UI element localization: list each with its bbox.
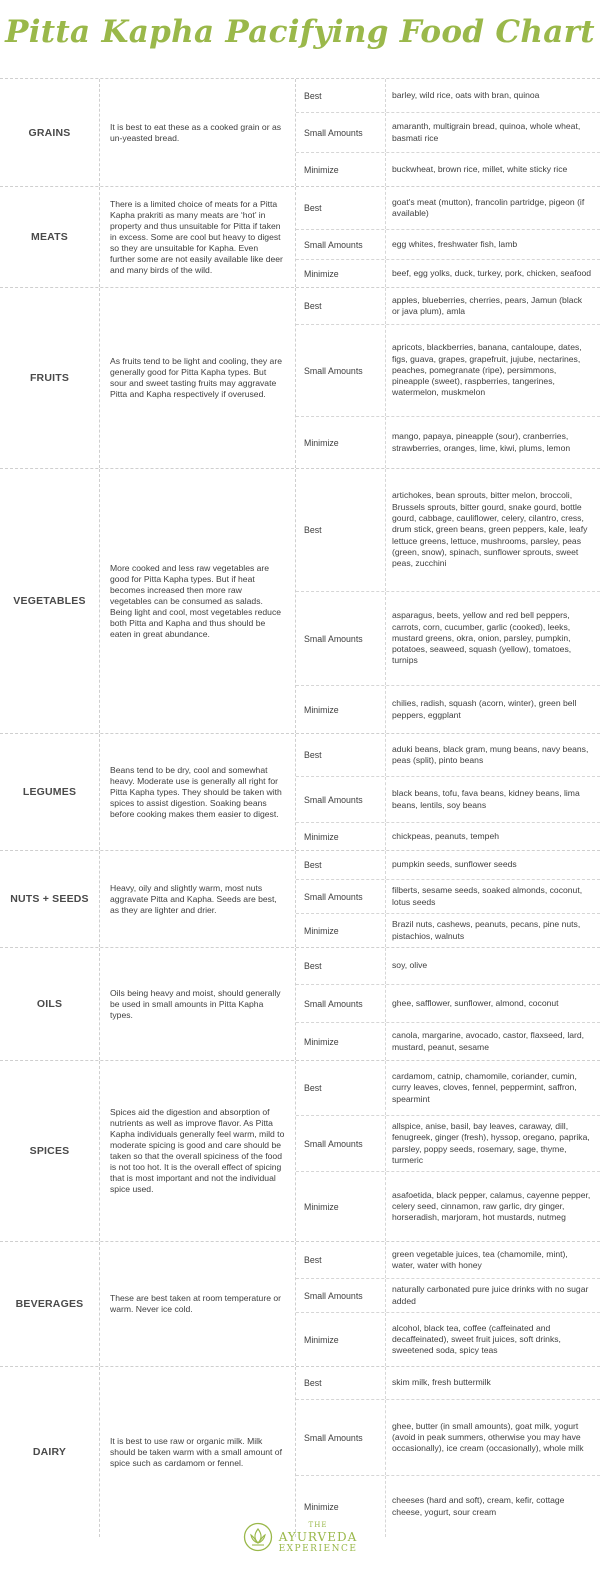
tier-row (296, 822, 600, 850)
category-block (0, 78, 600, 186)
tier-label: Best (296, 851, 386, 879)
tier-row (296, 152, 600, 186)
food-list: amaranth, multigrain bread, quinoa, whole wheat, basmati rice (392, 121, 581, 143)
tier-rows (296, 187, 600, 287)
tier-row (296, 1115, 600, 1171)
tier-label: Small Amounts (296, 1116, 386, 1171)
tier-row (296, 776, 600, 822)
tier-label: Small Amounts (296, 325, 386, 416)
food-list: asafoetida, black pepper, calamus, cayenne pepper, celery seed, cinnamon, raw garlic, dry ginger, horseradish, marjoram, hot mustards, nutmeg (392, 1189, 591, 1223)
category-name: VEGETABLES (0, 469, 100, 733)
tier-row (296, 288, 600, 324)
category-name: SPICES (0, 1061, 100, 1241)
tier-row (296, 879, 600, 913)
food-list: aduki beans, black gram, mung beans, navy beans, peas (split), pinto beans (392, 743, 589, 765)
category-block (0, 1241, 600, 1366)
tier-label: Small Amounts (296, 777, 386, 822)
category-description: Spices aid the digestion and absorption of nutrients as well as improve flavor. As Pitta Kapha individuals generally feel warm, mild to moderate spicing is good and care should be taken so that the overall spiciness of the food is not too hot. It is the overall effect of spicing that is most important and not the individual spice used. (100, 1061, 296, 1241)
tier-label: Small Amounts (296, 1400, 386, 1475)
category-name: NUTS + SEEDS (0, 851, 100, 947)
tier-row (296, 591, 600, 685)
tier-label: Best (296, 734, 386, 776)
food-list: ghee, safflower, sunflower, almond, coconut (392, 997, 559, 1008)
food-list: canola, margarine, avocado, castor, flaxseed, lard, mustard, peanut, sesame (392, 1030, 585, 1052)
tier-label: Minimize (296, 914, 386, 947)
tier-label: Best (296, 469, 386, 591)
tier-label: Best (296, 79, 386, 112)
tier-label: Best (296, 1242, 386, 1278)
category-block (0, 947, 600, 1060)
food-list: artichokes, bean sprouts, bitter melon, broccoli, Brussels sprouts, bitter gourd, snake gourd, bottle gourd, cabbage, cauliflower, celery, cilantro, cress, drum stick, green beans, green peppers, kale, leafy lettuce greens, lettuce, mushrooms, parsley, peas (green, snow), spinach, sunflower sprouts, sweet peas, zucchini (392, 490, 588, 569)
category-description: It is best to eat these as a cooked grain or as un-yeasted bread. (100, 79, 296, 186)
tier-row (296, 1022, 600, 1060)
tier-label: Small Amounts (296, 880, 386, 913)
tier-label: Best (296, 288, 386, 324)
category-description: It is best to use raw or organic milk. Milk should be taken warm with a small amount of spice such as cardamom or fennel. (100, 1367, 296, 1537)
tier-rows (296, 1061, 600, 1241)
food-list: egg whites, freshwater fish, lamb (392, 238, 518, 249)
tier-row (296, 1367, 600, 1399)
category-description: There is a limited choice of meats for a Pitta Kapha prakriti as many meats are ‘hot’ in property and thus unsuitable for Pitta if taken in excess. Some are cool but heavy to digest so they are unsuitable for Kapha. Even further some are not easily available like deer and many birds of the wild. (100, 187, 296, 287)
food-list: chilies, radish, squash (acorn, winter), green bell peppers, eggplant (392, 698, 577, 720)
category-description: Oils being heavy and moist, should generally be used in small amounts in Pitta Kapha types. (100, 948, 296, 1060)
tier-label: Small Amounts (296, 985, 386, 1022)
tier-label: Minimize (296, 1313, 386, 1366)
tier-label: Small Amounts (296, 230, 386, 259)
food-list: mango, papaya, pineapple (sour), cranberries, strawberries, oranges, lime, kiwi, plums, lemon (392, 431, 571, 453)
food-list: barley, wild rice, oats with bran, quinoa (392, 89, 540, 100)
tier-row (296, 1242, 600, 1278)
tier-row (296, 1399, 600, 1475)
tier-rows (296, 469, 600, 733)
food-list: allspice, anise, basil, bay leaves, caraway, dill, fenugreek, ginger (fresh), hyssop, oregano, paprika, parsley, poppy seeds, rosemary, sage, thyme, turmeric (392, 1120, 590, 1165)
food-list: goat's meat (mutton), francolin partridge, pigeon (if available) (392, 196, 585, 218)
tier-row (296, 734, 600, 776)
tier-row (296, 187, 600, 229)
tier-label: Minimize (296, 417, 386, 468)
tier-row (296, 948, 600, 984)
tier-row (296, 259, 600, 287)
tier-row (296, 984, 600, 1022)
tier-rows (296, 734, 600, 850)
food-list: black beans, tofu, fava beans, kidney beans, lima beans, lentils, soy beans (392, 788, 580, 810)
tier-label: Minimize (296, 1172, 386, 1241)
category-description: These are best taken at room temperature or warm. Never ice cold. (100, 1242, 296, 1366)
food-list: chickpeas, peanuts, tempeh (392, 830, 500, 841)
category-description: More cooked and less raw vegetables are good for Pitta Kapha types. But if heat becomes increased then more raw vegetables can be consumed as salads. Being light and cool, most vegetables reduce both Pitta and Kapha and thus should be eaten in great abundance. (100, 469, 296, 733)
tier-row (296, 685, 600, 733)
category-block (0, 287, 600, 468)
tier-label: Best (296, 187, 386, 229)
category-name: OILS (0, 948, 100, 1060)
page-title: Pitta Kapha Pacifying Food Chart (5, 14, 595, 50)
category-name: MEATS (0, 187, 100, 287)
food-list: pumpkin seeds, sunflower seeds (392, 859, 517, 870)
tier-row (296, 1278, 600, 1312)
category-block (0, 850, 600, 947)
tier-row (296, 79, 600, 112)
tier-label: Minimize (296, 823, 386, 850)
tier-row (296, 1061, 600, 1115)
food-list: apples, blueberries, cherries, pears, Jamun (black or java plum), amla (392, 294, 583, 316)
tier-label: Best (296, 1061, 386, 1115)
category-name: FRUITS (0, 288, 100, 468)
tier-label: Minimize (296, 1023, 386, 1060)
food-list: green vegetable juices, tea (chamomile, mint), water, water with honey (392, 1248, 568, 1270)
food-list: apricots, blackberries, banana, cantaloupe, dates, figs, guava, grapes, grapefruit, jujube, nectarines, peaches, pomegranate (ripe), persimmons, pineapple (sweet), raspberries, tangerines, watermelon, muskmelon (392, 342, 582, 398)
tier-row (296, 851, 600, 879)
food-chart (0, 78, 600, 1537)
tier-rows (296, 948, 600, 1060)
food-list: filberts, sesame seeds, soaked almonds, coconut, lotus seeds (392, 885, 583, 907)
food-list: Brazil nuts, cashews, peanuts, pecans, pine nuts, pistachios, walnuts (392, 919, 581, 941)
category-block (0, 468, 600, 733)
tier-row (296, 324, 600, 416)
category-description: As fruits tend to be light and cooling, they are generally good for Pitta Kapha types. But sour and sweet tasting fruits may aggravate Pitta and Kapha respectively if overused. (100, 288, 296, 468)
tier-rows (296, 1242, 600, 1366)
food-list: naturally carbonated pure juice drinks with no sugar added (392, 1284, 589, 1306)
food-list: buckwheat, brown rice, millet, white sticky rice (392, 163, 568, 174)
tier-row (296, 229, 600, 259)
tier-row (296, 112, 600, 152)
tier-row (296, 469, 600, 591)
tier-row (296, 913, 600, 947)
tier-label: Best (296, 948, 386, 984)
tier-label: Minimize (296, 1476, 386, 1537)
food-list: cheeses (hard and soft), cream, kefir, cottage cheese, yogurt, sour cream (392, 1495, 565, 1517)
food-list: asparagus, beets, yellow and red bell peppers, carrots, corn, cucumber, garlic (cooked), leeks, mustard greens, okra, onion, parsley, pumpkin, potatoes, seaweed, squash (yellow), tomatoes, turnips (392, 610, 572, 666)
tier-label: Small Amounts (296, 113, 386, 152)
tier-rows (296, 851, 600, 947)
food-list: alcohol, black tea, coffee (caffeinated and decaffeinated), sweet fruit juices, soft drinks, sweetened soda, spicy teas (392, 1322, 561, 1356)
food-list: cardamom, catnip, chamomile, coriander, cumin, curry leaves, cloves, fennel, peppermint, saffron, spearmint (392, 1071, 577, 1104)
tier-row (296, 1171, 600, 1241)
food-list: skim milk, fresh buttermilk (392, 1377, 491, 1388)
category-description: Heavy, oily and slightly warm, most nuts aggravate Pitta and Kapha. Seeds are best, as they are lighter and drier. (100, 851, 296, 947)
food-list: ghee, butter (in small amounts), goat milk, yogurt (avoid in peak summers, otherwise you may have occasionally), ice cream (occasionally), whole milk (392, 1420, 584, 1454)
tier-label: Small Amounts (296, 1279, 386, 1312)
tier-rows (296, 79, 600, 186)
logo-line-3: EXPERIENCE (278, 1544, 358, 1554)
food-list: soy, olive (392, 960, 428, 971)
tier-label: Minimize (296, 153, 386, 186)
category-name: BEVERAGES (0, 1242, 100, 1366)
category-block (0, 1060, 600, 1241)
category-name: GRAINS (0, 79, 100, 186)
tier-label: Best (296, 1367, 386, 1399)
logo-line-1: THE (308, 1521, 328, 1529)
food-list: beef, egg yolks, duck, turkey, pork, chicken, seafood (392, 267, 592, 278)
tier-label: Small Amounts (296, 592, 386, 685)
lotus-logo-icon (243, 1522, 273, 1552)
category-name: DAIRY (0, 1367, 100, 1537)
category-description: Beans tend to be dry, cool and somewhat heavy. Moderate use is generally all right for Pitta Kapha types. They should be taken with spices to assist digestion. Soaking beans before cooking makes them easier to digest. (100, 734, 296, 850)
tier-label: Minimize (296, 260, 386, 287)
category-name: LEGUMES (0, 734, 100, 850)
logo-wordmark (279, 1519, 358, 1555)
tier-row (296, 1312, 600, 1366)
category-block (0, 186, 600, 287)
tier-row (296, 416, 600, 468)
tier-rows (296, 288, 600, 468)
tier-label: Minimize (296, 686, 386, 733)
brand-logo (0, 1510, 600, 1564)
category-block (0, 733, 600, 850)
logo-line-2: AYURVEDA (278, 1530, 358, 1544)
